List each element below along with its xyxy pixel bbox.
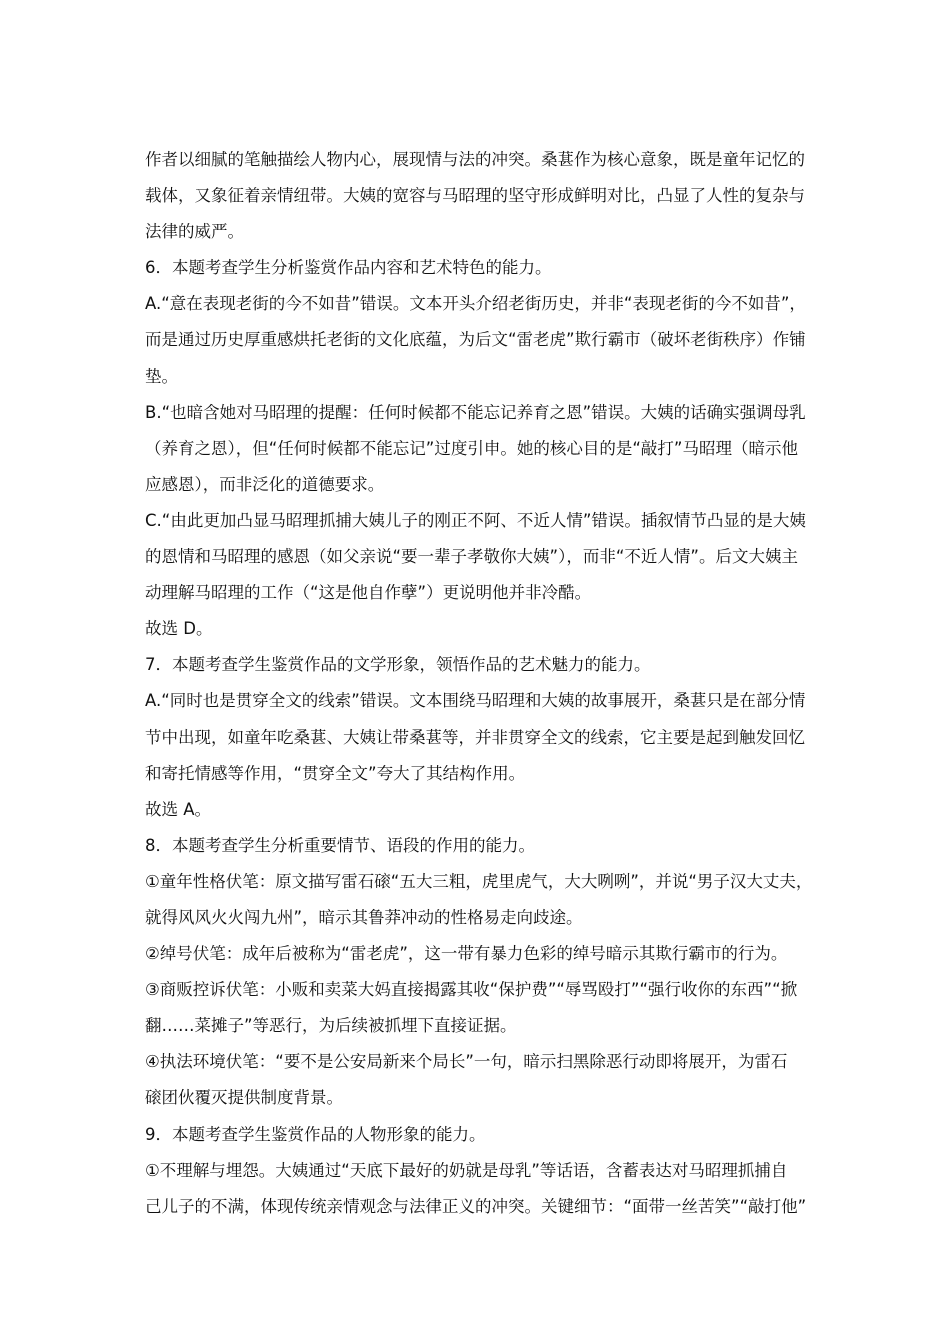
text-line: 6．本题考查学生分析鉴赏作品内容和艺术特色的能力。 [145, 258, 552, 278]
text-line: 动理解马昭理的工作（“这是他自作孽”）更说明他并非冷酷。 [145, 583, 592, 603]
paragraph [145, 792, 815, 828]
text-line: 垫。 [145, 366, 178, 386]
text-line: 法律的威严。 [145, 222, 244, 242]
text-line: 9．本题考查学生鉴赏作品的人物形象的能力。 [145, 1124, 486, 1144]
text-line: B.“也暗含她对马昭理的提醒：任何时候都不能忘记养育之恩”错误。大姨的话确实强调母乳 [145, 402, 806, 422]
text-line: 节中出现，如童年吃桑葚、大姨让带桑葚等，并非贯穿全文的线索，它主要是起到触发回忆 [145, 727, 805, 747]
text-line: 己儿子的不满，体现传统亲情观念与法律正义的冲突。关键细节：“面带一丝苦笑”“敲打他” [145, 1196, 807, 1216]
text-line: ④执法环境伏笔：“要不是公安局新来个局长”一句，暗示扫黑除恶行动即将展开，为雷石 [145, 1052, 788, 1072]
text-line: ①童年性格伏笔：原文描写雷石磙“五大三粗，虎里虎气，大大咧咧”，并说“男子汉大丈夫， [145, 871, 813, 891]
text-line: 应感恩），而非泛化的道德要求。 [145, 474, 385, 494]
paragraph [145, 972, 815, 1044]
paragraph [145, 828, 815, 864]
paragraph [145, 395, 815, 503]
paragraph [145, 647, 815, 683]
text-line: 7．本题考查学生鉴赏作品的文学形象，领悟作品的艺术魅力的能力。 [145, 655, 651, 675]
text-line: 8．本题考查学生分析重要情节、语段的作用的能力。 [145, 835, 535, 855]
paragraph [145, 683, 815, 791]
paragraph [145, 1044, 815, 1116]
text-line: A.“意在表现老街的今不如昔”错误。文本开头介绍老街历史，并非“表现老街的今不如昔”， [145, 294, 806, 314]
text-line: 故选 D。 [145, 619, 213, 639]
paragraph [145, 864, 815, 936]
text-line: 的恩情和马昭理的感恩（如父亲说“要一辈子孝敬你大姨”），而非“不近人情”。后文大姨主 [145, 547, 798, 567]
text-line: ①不理解与埋怨。大姨通过“天底下最好的奶就是母乳”等话语，含蓄表达对马昭理抓捕自 [145, 1160, 788, 1180]
text-line: 而是通过历史厚重感烘托老街的文化底蕴，为后文“雷老虎”欺行霸市（破坏老街秩序）作铺 [145, 330, 806, 350]
text-line: A.“同时也是贯穿全文的线索”错误。文本围绕马昭理和大姨的故事展开，桑葚只是在部分情 [145, 691, 806, 711]
document-page [145, 142, 815, 1225]
text-line: （养育之恩），但“任何时候都不能忘记”过度引申。她的核心目的是“敲打”马昭理（暗示他 [145, 438, 798, 458]
text-line: 就得风风火火闯九州”，暗示其鲁莽冲动的性格易走向歧途。 [145, 907, 583, 927]
paragraph [145, 142, 815, 250]
paragraph [145, 250, 815, 286]
text-line: ②绰号伏笔：成年后被称为“雷老虎”，这一带有暴力色彩的绰号暗示其欺行霸市的行为。 [145, 944, 788, 964]
paragraph [145, 611, 815, 647]
paragraph [145, 503, 815, 611]
text-line: 载体，又象征着亲情纽带。大姨的宽容与马昭理的坚守形成鲜明对比，凸显了人性的复杂与 [145, 186, 805, 206]
paragraph [145, 1153, 815, 1225]
text-line: C.“由此更加凸显马昭理抓捕大姨儿子的刚正不阿、不近人情”错误。插叙情节凸显的是大姨 [145, 510, 806, 530]
text-line: 翻……菜摊子”等恶行，为后续被抓埋下直接证据。 [145, 1016, 517, 1036]
text-line: 磙团伙覆灭提供制度背景。 [145, 1088, 343, 1108]
paragraph [145, 1117, 815, 1153]
text-line: 作者以细腻的笔触描绘人物内心，展现情与法的冲突。桑葚作为核心意象，既是童年记忆的 [145, 150, 805, 169]
text-line: ③商贩控诉伏笔：小贩和卖菜大妈直接揭露其收“保护费”“辱骂殴打”“强行收你的东西”“掀 [145, 980, 798, 1000]
paragraph [145, 286, 815, 394]
text-line: 和寄托情感等作用，“贯穿全文”夸大了其结构作用。 [145, 763, 526, 783]
paragraph [145, 936, 815, 972]
text-line: 故选 A。 [145, 799, 212, 819]
